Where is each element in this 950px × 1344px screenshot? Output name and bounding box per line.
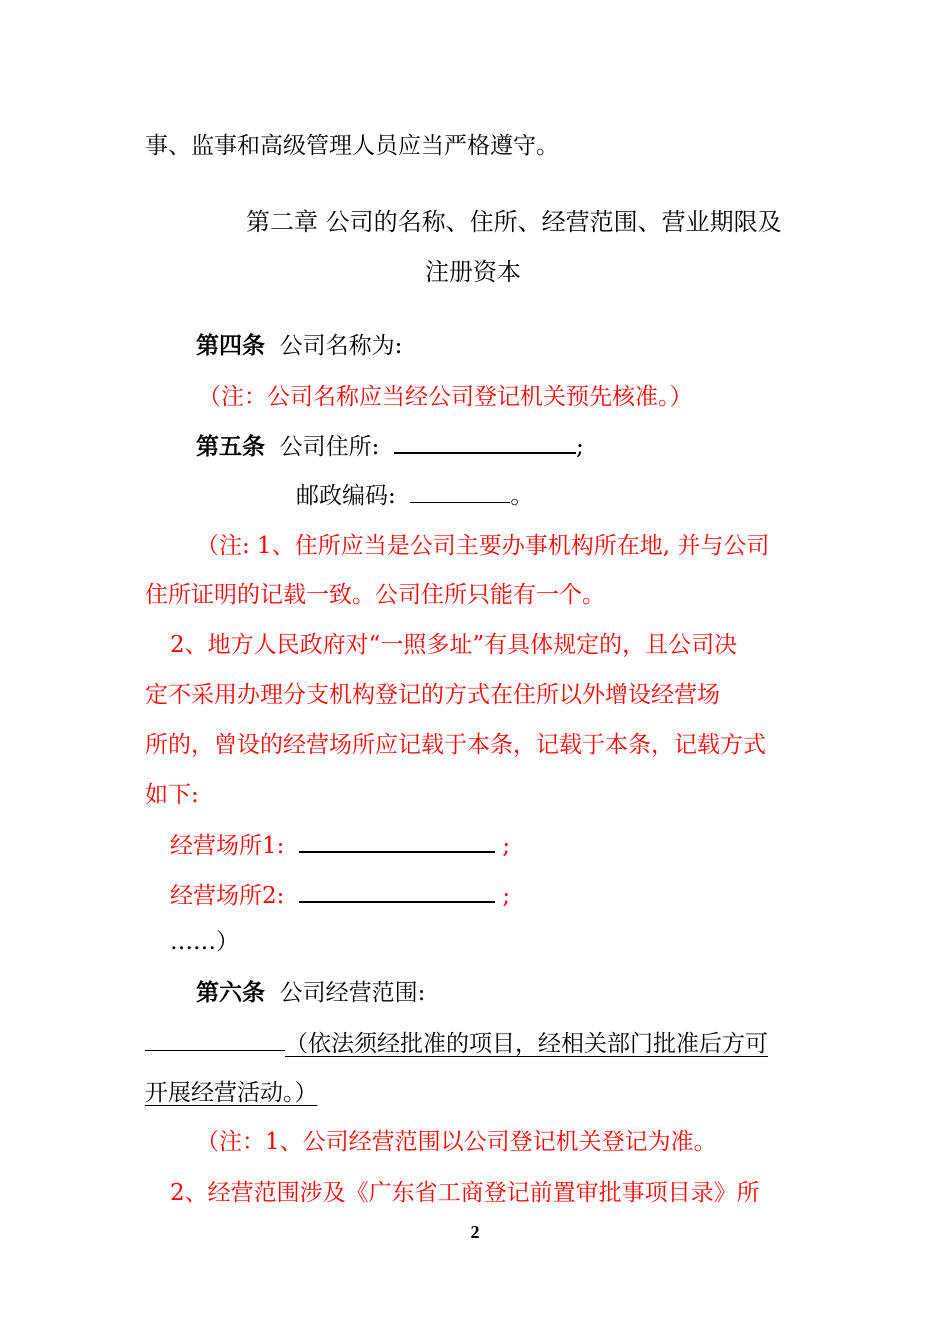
punctuation: ; [502, 833, 511, 859]
punctuation: 。 [510, 483, 534, 509]
note-line: （注：1、公司经营范围以公司登记机关登记为准。 [196, 1129, 717, 1155]
business-scope-line [145, 1078, 318, 1108]
scope-text: （依法须经批准的项目，经相关部门批准后方可 [285, 1031, 768, 1057]
site-blank [299, 879, 495, 903]
punctuation: ; [576, 434, 584, 460]
article-text: 公司名称为: [279, 333, 403, 359]
business-scope-line [145, 1028, 768, 1059]
chapter-title-continued: 注册资本 [425, 258, 521, 286]
article-label: 第六条 [196, 979, 265, 1006]
postal-blank [410, 480, 510, 503]
article-5 [196, 430, 584, 462]
article-label: 第四条 [196, 332, 265, 359]
punctuation: ; [502, 883, 511, 909]
site-label: 经营场所2: [170, 883, 285, 909]
note-line: 2、经营范围涉及《广东省工商登记前置审批事项目录》所 [170, 1180, 760, 1206]
note-line: 定不采用办理分支机构登记的方式在住所以外增设经营场 [145, 682, 720, 708]
article-text: 公司住所: [279, 434, 380, 460]
ellipsis-line: ……） [170, 929, 239, 955]
article-6 [196, 978, 425, 1008]
site-label: 经营场所1: [170, 833, 285, 859]
note-line: 如下: [145, 782, 199, 808]
paragraph-line: 事、监事和高级管理人员应当严格遵守。 [145, 133, 559, 159]
article-label: 第五条 [196, 433, 265, 460]
address-blank [394, 430, 576, 454]
page-number: 2 [470, 1222, 480, 1242]
postal-code-line [296, 480, 533, 511]
article-4 [196, 331, 402, 361]
article-text: 公司经营范围: [279, 980, 426, 1006]
chapter-title: 第二章 公司的名称、住所、经营范围、营业期限及 [246, 208, 782, 236]
scope-blank [145, 1028, 285, 1051]
note-line: 所的，曾设的经营场所应记载于本条，记载于本条，记载方式 [145, 732, 766, 758]
postal-label: 邮政编码: [296, 483, 396, 509]
site-blank [299, 829, 495, 853]
scope-text: 开展经营活动。） [145, 1080, 318, 1106]
note-line: 住所证明的记载一致。公司住所只能有一个。 [145, 582, 605, 608]
note-line: （注：公司名称应当经公司登记机关预先核准。） [198, 384, 693, 410]
business-site-2 [170, 879, 510, 911]
business-site-1 [170, 829, 510, 861]
note-line: 2、地方人民政府对“一照多址”有具体规定的，且公司决 [170, 632, 738, 658]
note-line: （注: 1、住所应当是公司主要办事机构所在地, 并与公司 [196, 533, 770, 559]
